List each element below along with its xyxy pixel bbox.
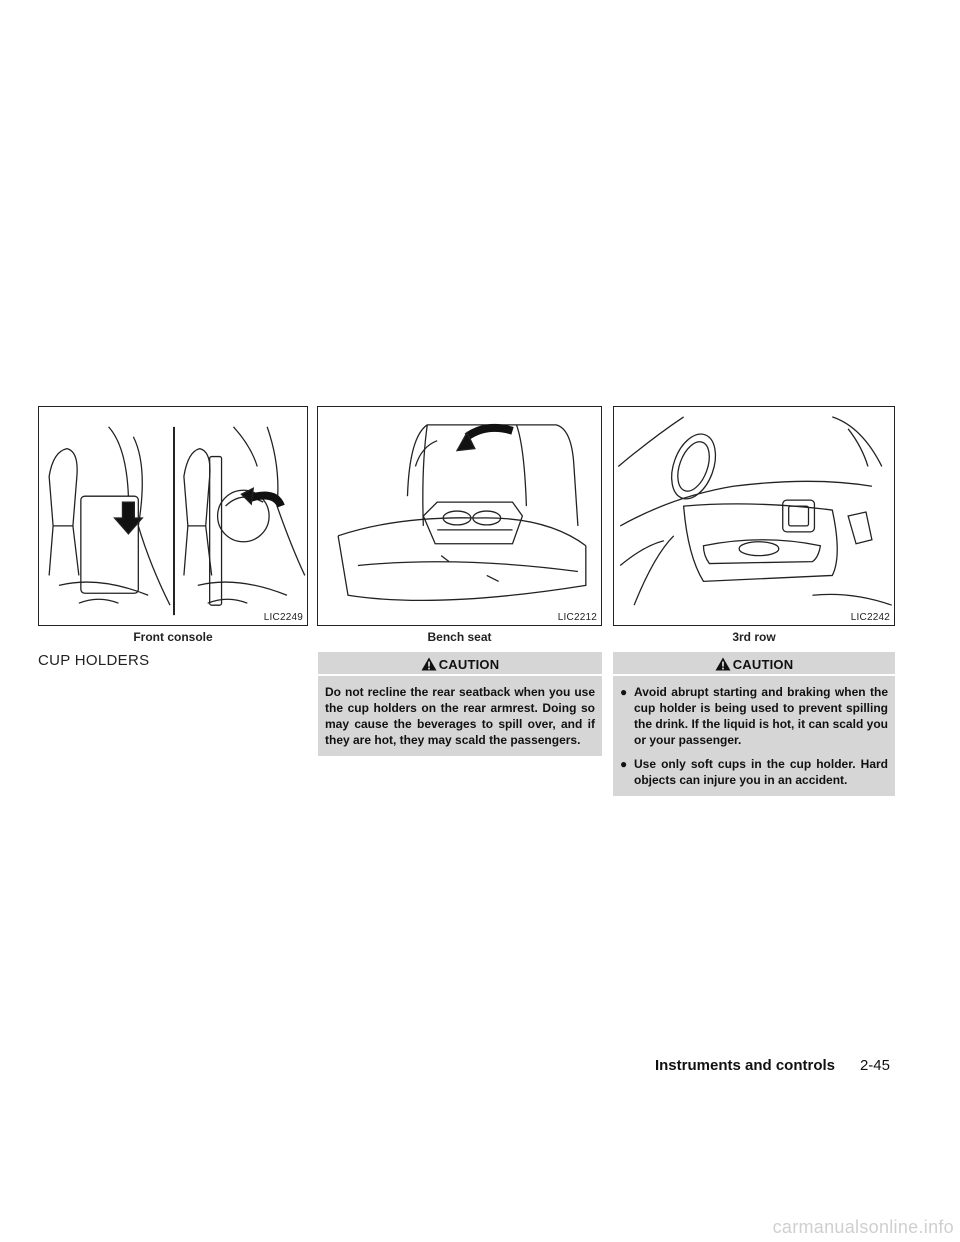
footer-page-number: 2-45 [859,1057,890,1074]
caution-text: Do not recline the rear seatback when you use the cup holders on the rear armrest. Doing so may cause the beverages to spill over, and if they are hot, they may scald the passengers. [325,685,595,747]
caution-heading [613,652,895,676]
caution-label: CAUTION [732,656,794,672]
caution-heading [318,652,602,676]
caution-box-third-row [613,652,895,796]
caution-item-text: Avoid abrupt starting and braking when the cup holder is being used to prevent spilling the drink. If the liquid is hot, it can scald you or your passenger. [634,685,888,747]
figure-caption: Bench seat [427,630,492,644]
figure-code: LIC2212 [557,612,597,623]
footer-section-name: Instruments and controls [654,1057,835,1074]
caution-list-item [620,756,888,788]
figure-bench-seat [317,406,602,626]
figure-front-console [38,406,308,626]
warning-triangle-icon [715,657,731,671]
figure-third-row [613,406,895,626]
caution-label: CAUTION [438,656,500,672]
warning-triangle-icon [421,657,437,671]
third-row-cup-holder-illustration [614,407,894,625]
caution-box-bench-seat [318,652,602,756]
front-console-cup-holder-illustration [39,407,307,625]
figure-code: LIC2242 [850,612,890,623]
caution-list-item [620,684,888,748]
figure-code: LIC2249 [263,612,303,623]
bullet-icon: ● [620,685,628,699]
section-title: CUP HOLDERS [38,652,150,669]
caution-item-text: Use only soft cups in the cup holder. Hard objects can injure you in an accident. [634,757,888,787]
figure-caption: Front console [133,630,213,644]
bullet-icon: ● [620,757,628,771]
caution-list [620,684,888,788]
figure-caption: 3rd row [732,630,776,644]
bench-seat-armrest-cup-holder-illustration [318,407,601,625]
watermark: carmanualsonline.info [772,1217,954,1237]
